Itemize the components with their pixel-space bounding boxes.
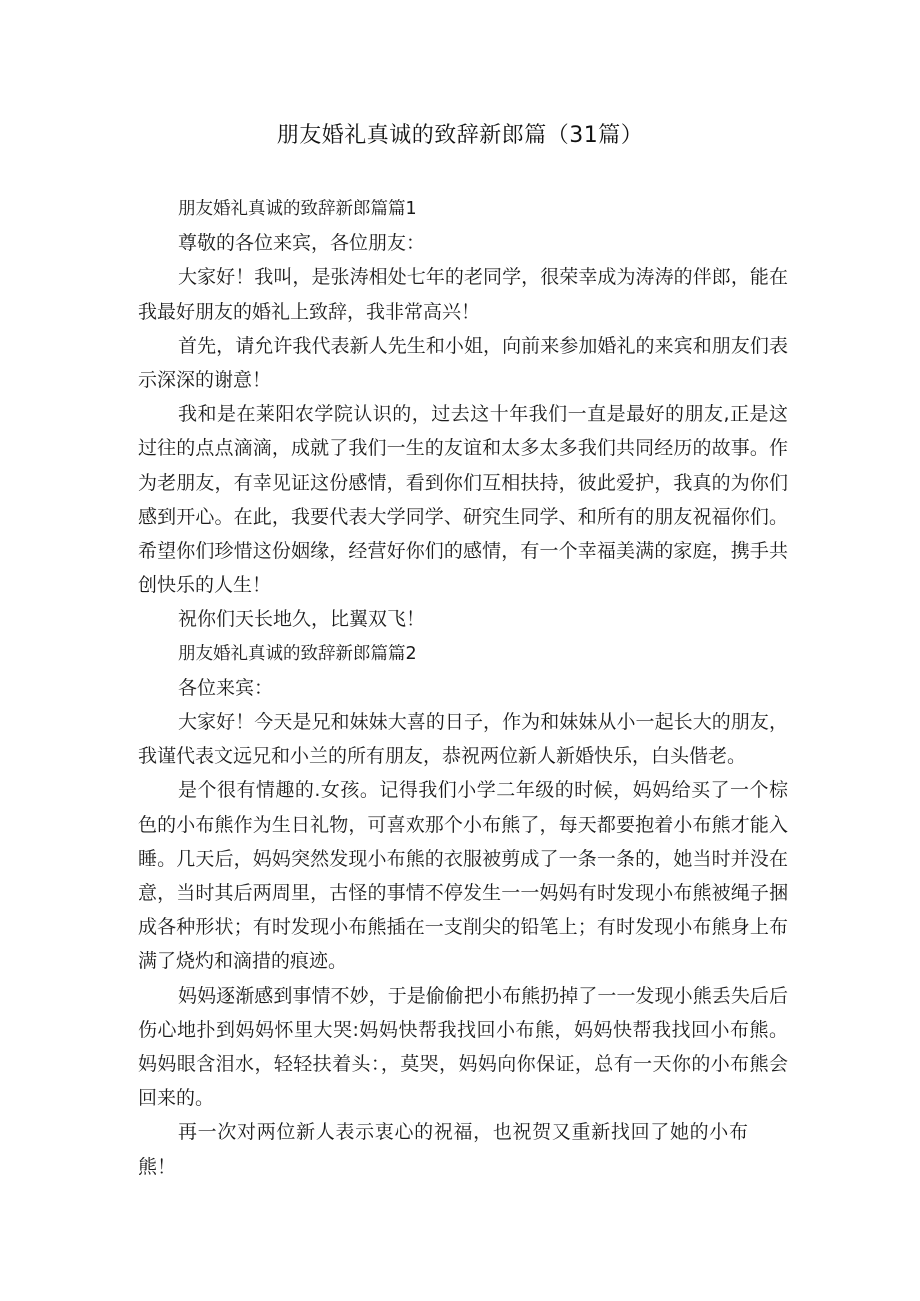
salutation-1: 尊敬的各位来宾，各位朋友：: [178, 232, 426, 255]
paragraph: 祝你们天长地久，比翼双飞！: [178, 608, 426, 631]
paragraph: 我和是在莱阳农学院认识的，过去这十年我们一直是最好的朋友,正是这过往的点点滴滴，成就了我们一生的友谊和太多太多我们共同经历的故事。作为老朋友，有幸见证这份感情，看到你们互相扶持，彼此爱护，我真的为你们感到开心。在此，我要代表大学同学、研究生同学、和所有的朋友祝福你们。希望你们珍惜这份姻缘，经营好你们的感情，有一个幸福美满的家庭，携手共创快乐的人生！: [138, 403, 788, 597]
paragraph: 是个很有情趣的.女孩。记得我们小学二年级的时候，妈妈给买了一个棕色的小布熊作为生日礼物，可喜欢那个小布熊了，每天都要抱着小布熊才能入睡。几天后，妈妈突然发现小布熊的衣服被剪成了一条一条的，她当时并没在意，当时其后两周里，古怪的事情不停发生一一妈妈有时发现小布熊被绳子捆成各种形状；有时发现小布熊插在一支削尖的铅笔上；有时发现小布熊身上布满了烧灼和滴措的痕迹。: [138, 779, 788, 973]
document-body: [138, 192, 788, 1184]
section-heading-1: 朋友婚礼真诚的致辞新郎篇篇1: [178, 199, 417, 219]
salutation-2: 各位来宾：: [178, 676, 274, 699]
paragraph: 大家好！我叫，是张涛相处七年的老同学，很荣幸成为涛涛的伴郎，能在我最好朋友的婚礼上致辞，我非常高兴！: [138, 266, 788, 323]
closing-paragraph: 再一次对两位新人表示衷心的祝福，也祝贺又重新找回了她的小布熊！: [138, 1121, 748, 1178]
paragraph: 首先，请允许我代表新人先生和小姐，向前来参加婚礼的来宾和朋友们表示深深的谢意！: [138, 334, 788, 392]
document-title: 朋友婚礼真诚的致辞新郎篇（31篇）: [276, 123, 644, 148]
paragraph: 妈妈逐渐感到事情不妙，于是偷偷把小布熊扔掉了一一发现小熊丢失后后伤心地扑到妈妈怀里大哭:妈妈快帮我找回小布熊，妈妈快帮我找回小布熊。妈妈眼含泪水，轻轻扶着头：，莫哭，妈妈向你保证，总有一天你的小布熊会回来的。: [138, 984, 788, 1110]
section-heading-2: 朋友婚礼真诚的致辞新郎篇篇2: [178, 643, 417, 664]
paragraph: 大家好！今天是兄和妹妹大喜的日子，作为和妹妹从小一起长大的朋友，我谨代表文远兄和小兰的所有朋友，恭祝两位新人新婚快乐，白头偕老。: [138, 711, 788, 768]
